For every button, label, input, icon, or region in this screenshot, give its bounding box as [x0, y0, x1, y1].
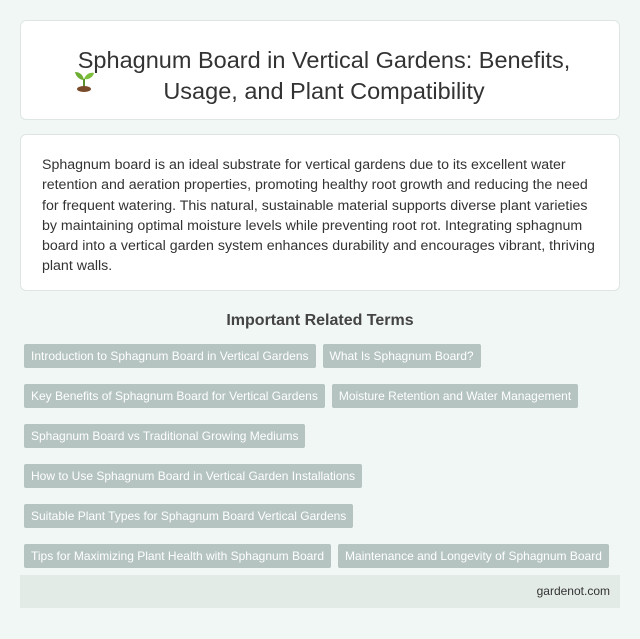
description-card	[20, 134, 620, 291]
related-term-tag[interactable]: Sphagnum Board vs Traditional Growing Mediums	[24, 424, 305, 448]
related-term-tag[interactable]: Key Benefits of Sphagnum Board for Vertical Gardens	[24, 384, 325, 408]
description-text: Sphagnum board is an ideal substrate for vertical gardens due to its excellent water retention and aeration properties, promoting healthy root growth and reducing the need for frequent watering. This natural, sustainable material supports diverse plant varieties by maintaining optimal moisture levels while preventing root rot. Integrating sphagnum board into a vertical garden system enhances durability and encourages vibrant, thriving plant walls.	[42, 157, 595, 275]
related-terms-list	[24, 344, 624, 608]
related-term-tag[interactable]: Suitable Plant Types for Sphagnum Board Vertical Gardens	[24, 504, 353, 528]
related-term-tag[interactable]: Tips for Maximizing Plant Health with Sphagnum Board	[24, 544, 331, 568]
related-term-tag[interactable]: Maintenance and Longevity of Sphagnum Board	[338, 544, 609, 568]
related-terms-heading: Important Related Terms	[226, 312, 414, 329]
page-title: Sphagnum Board in Vertical Gardens: Benefits, Usage, and Plant Compatibility	[77, 47, 571, 104]
related-term-tag[interactable]: How to Use Sphagnum Board in Vertical Garden Installations	[24, 464, 362, 488]
site-link[interactable]: gardenot.com	[536, 584, 610, 598]
related-term-tag[interactable]: What Is Sphagnum Board?	[323, 344, 481, 368]
title-card	[20, 20, 620, 120]
footer	[20, 575, 620, 608]
related-term-tag[interactable]: Introduction to Sphagnum Board in Vertical Gardens	[24, 344, 316, 368]
related-term-tag[interactable]: Moisture Retention and Water Management	[332, 384, 578, 408]
